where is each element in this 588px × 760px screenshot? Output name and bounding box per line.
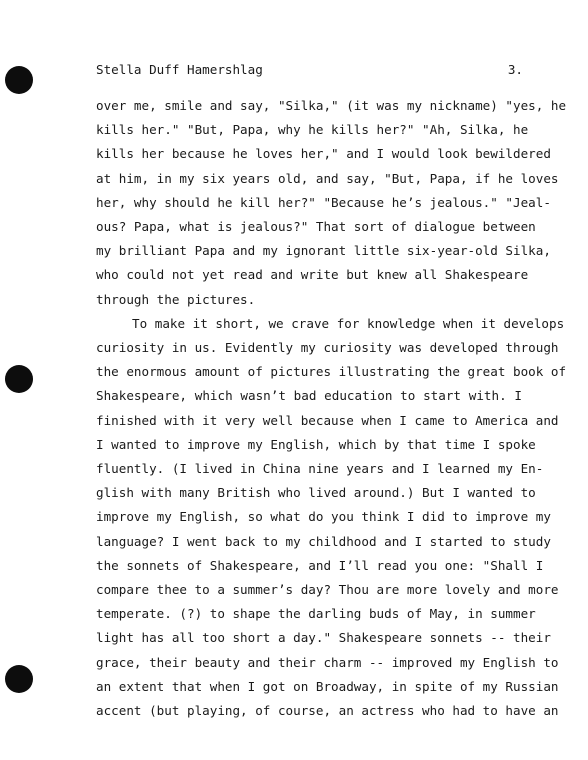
text-line: finished with it very well because when I came to America and: [96, 412, 559, 428]
text-line: ous? Papa, what is jealous?" That sort of dialogue between: [96, 219, 536, 235]
text-line: fluently. (I lived in China nine years and I learned my En-: [96, 461, 544, 477]
text-line: language? I went back to my childhood and I started to study: [96, 533, 551, 549]
binder-hole-middle: [5, 365, 33, 393]
text-line: at him, in my six years old, and say, "But, Papa, if he loves: [96, 170, 559, 186]
text-line: light has all too short a day." Shakespeare sonnets -- their: [96, 630, 551, 646]
text-line: glish with many British who lived around.) But I wanted to: [96, 485, 536, 501]
text-line: through the pictures.: [96, 291, 256, 307]
text-line: kills her." "But, Papa, why he kills her?" "Ah, Silka, he: [96, 122, 529, 138]
text-line: an extent that when I got on Broadway, in spite of my Russian: [96, 678, 559, 694]
body-text: [96, 94, 567, 723]
binder-hole-top: [5, 66, 33, 94]
text-line: I wanted to improve my English, which by that time I spoke: [96, 436, 536, 452]
page-header: [96, 62, 523, 77]
text-line: To make it short, we crave for knowledge when it develops: [132, 315, 565, 331]
text-line: the enormous amount of pictures illustrating the great book of: [96, 364, 567, 380]
text-line: my brilliant Papa and my ignorant little six-year-old Silka,: [96, 243, 551, 259]
text-line: improve my English, so what do you think I did to improve my: [96, 509, 551, 525]
text-line: kills her because he loves her," and I would look bewildered: [96, 146, 551, 162]
text-line: compare thee to a summer’s day? Thou are more lovely and more: [96, 582, 559, 598]
text-line: the sonnets of Shakespeare, and I’ll read you one: "Shall I: [96, 557, 544, 573]
text-line: who could not yet read and write but knew all Shakespeare: [96, 267, 529, 283]
binder-hole-bottom: [5, 665, 33, 693]
text-line: Shakespeare, which wasn’t bad education to start with. I: [96, 388, 522, 404]
page-number: 3.: [507, 62, 523, 77]
text-line: over me, smile and say, "Silka," (it was my nickname) "yes, he: [96, 98, 567, 113]
text-line: grace, their beauty and their charm -- improved my English to: [96, 654, 559, 670]
text-line: her, why should he kill her?" "Because he’s jealous." "Jeal-: [96, 194, 551, 210]
text-line: accent (but playing, of course, an actress who had to have an: [96, 703, 559, 719]
text-line: curiosity in us. Evidently my curiosity was developed through: [96, 340, 559, 356]
text-line: temperate. (?) to shape the darling buds of May, in summer: [96, 606, 536, 622]
header-author: Stella Duff Hamershlag: [96, 62, 263, 77]
